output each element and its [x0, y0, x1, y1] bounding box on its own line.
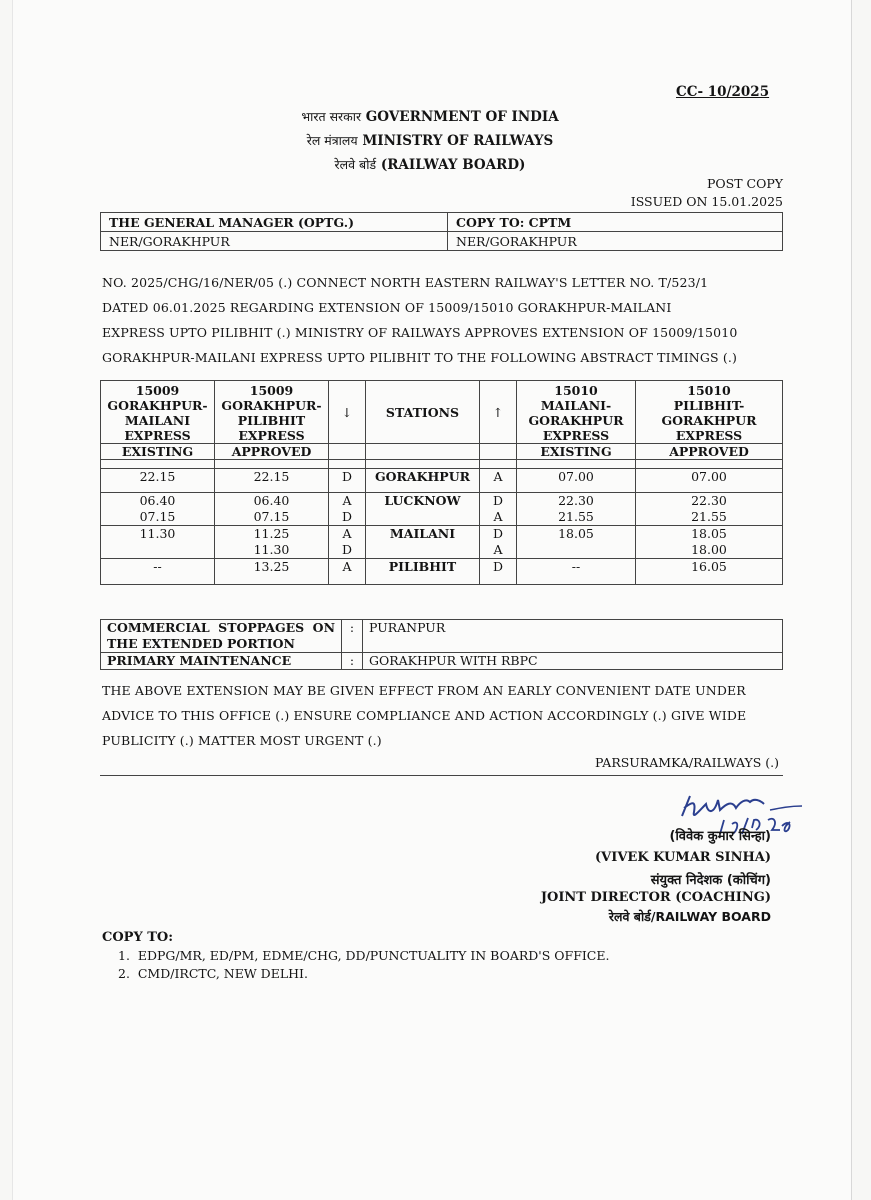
closing-line: THE ABOVE EXTENSION MAY BE GIVEN EFFECT FROM AN EARLY CONVENIENT DATE UNDER — [102, 683, 746, 698]
signatory-office: रेलवे बोर्ड/RAILWAY BOARD — [608, 909, 771, 924]
arr-dep-cell: A — [493, 469, 503, 484]
body-line: NO. 2025/CHG/16/NER/05 (.) CONNECT NORTH EASTERN RAILWAY'S LETTER NO. T/523/1 — [102, 275, 709, 290]
signatory-designation: JOINT DIRECTOR (COACHING) — [540, 890, 771, 905]
header-ministry — [0, 132, 860, 149]
header-ministry-hindi: रेल मंत्रालय — [306, 133, 358, 148]
copy-to-item: 2. CMD/IRCTC, NEW DELHI. — [118, 966, 308, 981]
station-gorakhpur: GORAKHPUR — [366, 469, 480, 493]
header-government-hindi: भारत सरकार — [301, 109, 362, 124]
maintenance-label: PRIMARY MAINTENANCE — [101, 653, 342, 670]
label-approved: APPROVED — [636, 444, 783, 460]
col-15010-approved-header: 15010 PILIBHIT- GORAKHPUR EXPRESS — [636, 381, 783, 444]
label-approved: APPROVED — [215, 444, 329, 460]
address-table — [100, 212, 783, 251]
table-row: -- 13.25 A PILIBHIT D -- 16.05 — [101, 559, 783, 585]
stoppages-table — [100, 619, 783, 670]
header-government-english: GOVERNMENT OF INDIA — [365, 109, 559, 125]
col-15009-approved-header: 15009 GORAKHPUR- PILIBHIT EXPRESS — [215, 381, 329, 444]
body-line: EXPRESS UPTO PILIBHIT (.) MINISTRY OF RAILWAYS APPROVES EXTENSION OF 15009/15010 — [102, 325, 738, 340]
header-board-hindi: रेलवे बोर्ड — [334, 157, 377, 172]
table-row: 11.30 11.25 11.30 A D MAILANI D A 18.05 18.05 18.00 — [101, 526, 783, 559]
post-copy-label: POST COPY — [706, 176, 783, 191]
station-mailani: MAILANI — [366, 526, 480, 559]
colon: : — [342, 620, 363, 653]
time-cell: 22.15 — [253, 469, 290, 484]
circular-ref-number: CC- 10/2025 — [676, 84, 770, 100]
table-row — [101, 469, 783, 493]
signatory-name-hindi: (विवेक कुमार सिन्हा) — [669, 829, 771, 844]
copy-to-item: 1. EDPG/MR, ED/PM, EDME/CHG, DD/PUNCTUALITY IN BOARD'S OFFICE. — [118, 948, 610, 963]
header-board — [0, 156, 860, 173]
issued-on-date: ISSUED ON 15.01.2025 — [630, 194, 783, 209]
body-line: GORAKHPUR-MAILANI EXPRESS UPTO PILIBHIT TO THE FOLLOWING ABSTRACT TIMINGS (.) — [102, 350, 738, 365]
header-board-english: (RAILWAY BOARD) — [380, 157, 526, 173]
stoppages-value: PURANPUR — [363, 620, 783, 653]
closing-line: ADVICE TO THIS OFFICE (.) ENSURE COMPLIANCE AND ACTION ACCORDINGLY (.) GIVE WIDE — [102, 708, 747, 723]
sender-line: PARSURAMKA/RAILWAYS (.) — [595, 755, 779, 770]
copy-to-title: COPY TO: CPTM — [448, 213, 783, 232]
label-existing: EXISTING — [517, 444, 636, 460]
to-place: NER/GORAKHPUR — [101, 232, 448, 251]
closing-paragraph — [102, 678, 782, 753]
time-cell: 07.00 — [558, 469, 594, 484]
station-lucknow: LUCKNOW — [366, 493, 480, 526]
divider — [100, 775, 783, 776]
down-arrow-icon: ↓ — [329, 381, 366, 444]
time-cell: 22.15 — [139, 469, 176, 484]
body-paragraph — [102, 270, 782, 370]
maintenance-value: GORAKHPUR WITH RBPC — [363, 653, 783, 670]
copy-to-title: COPY TO: — [102, 930, 174, 945]
col-15009-existing-header: 15009 GORAKHPUR- MAILANI EXPRESS — [101, 381, 215, 444]
stoppages-label: COMMERCIAL STOPPAGES ON THE EXTENDED PORTION — [101, 620, 342, 653]
signatory-name: (VIVEK KUMAR SINHA) — [595, 850, 771, 865]
to-title: THE GENERAL MANAGER (OPTG.) — [101, 213, 448, 232]
body-line: DATED 06.01.2025 REGARDING EXTENSION OF 15009/15010 GORAKHPUR-MAILANI — [102, 300, 672, 315]
copy-to-place: NER/GORAKHPUR — [448, 232, 783, 251]
col-15010-existing-header: 15010 MAILANI- GORAKHPUR EXPRESS — [517, 381, 636, 444]
up-arrow-icon: ↑ — [480, 381, 517, 444]
colon: : — [342, 653, 363, 670]
label-existing: EXISTING — [101, 444, 215, 460]
stations-header: STATIONS — [366, 381, 480, 444]
header-ministry-english: MINISTRY OF RAILWAYS — [362, 133, 554, 149]
arr-dep-cell: D — [341, 469, 353, 484]
header-government — [0, 108, 860, 125]
closing-line: PUBLICITY (.) MATTER MOST URGENT (.) — [102, 733, 382, 748]
station-pilibhit: PILIBHIT — [366, 559, 480, 585]
table-row: 06.40 07.15 06.40 07.15 A D LUCKNOW D A 22.30 21.55 22.30 21.55 — [101, 493, 783, 526]
signatory-designation-hindi: संयुक्त निदेशक (कोचिंग) — [650, 873, 771, 888]
time-cell: 07.00 — [691, 469, 727, 484]
timetable — [100, 380, 783, 585]
